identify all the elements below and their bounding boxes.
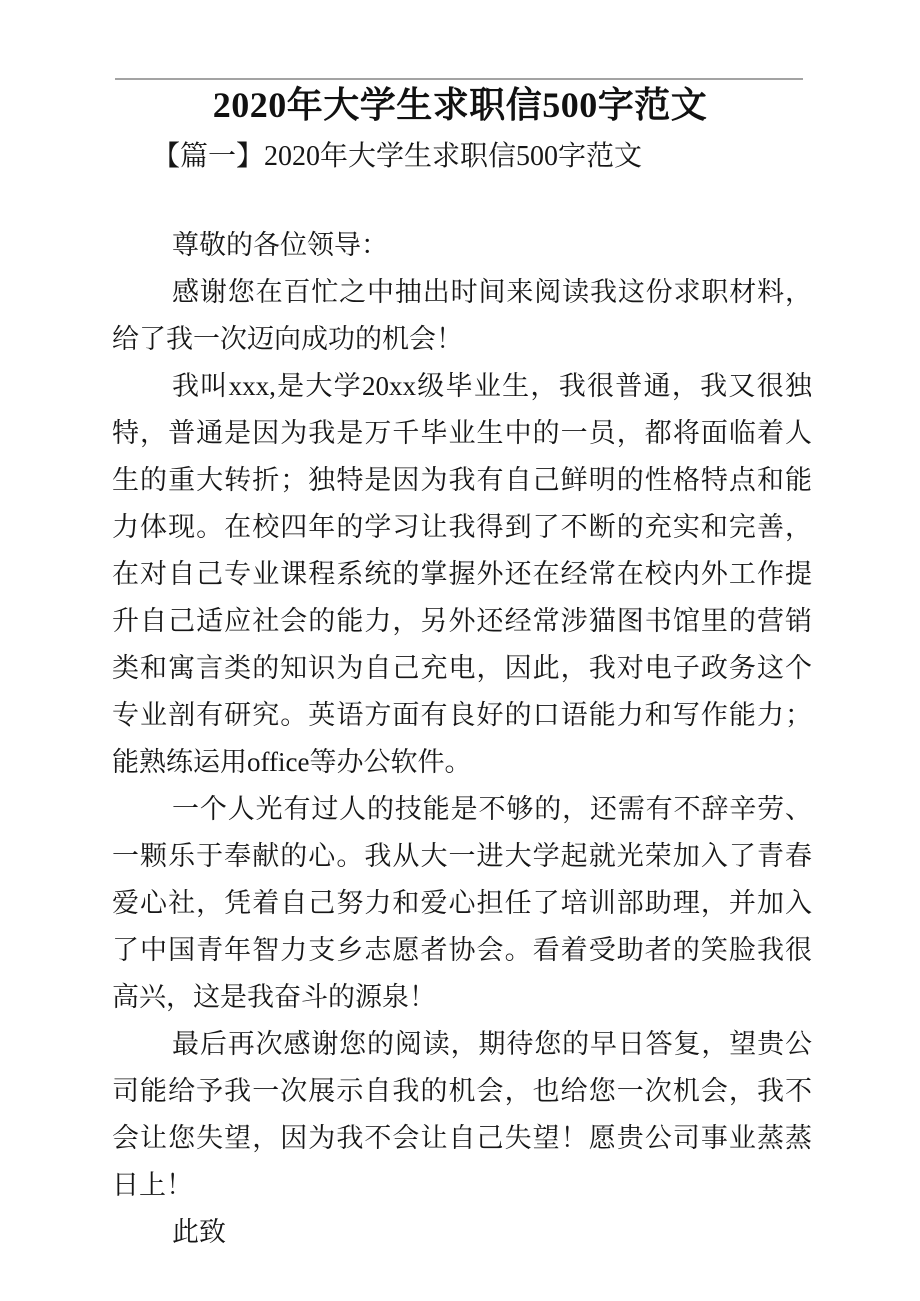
letter-paragraph: 一个人光有过人的技能是不够的，还需有不辞辛劳、一颗乐于奉献的心。我从大一进大学起就光荣加入了青春爱心社，凭着自己努力和爱心担任了培训部助理，并加入了中国青年智力支乡志愿者协会。看着受助者的笑脸我很高兴，这是我奋斗的源泉！ <box>112 794 812 1012</box>
letter-body <box>112 222 812 1256</box>
letter-paragraph: 最后再次感谢您的阅读，期待您的早日答复，望贵公司能给予我一次展示自我的机会，也给您一次机会，我不会让您失望，因为我不会让自己失望！愿贵公司事业蒸蒸日上！ <box>112 1029 812 1200</box>
letter-paragraph: 此致 <box>172 1217 226 1247</box>
letter-paragraph: 尊敬的各位领导： <box>172 230 388 260</box>
document-title: 2020年大学生求职信500字范文 <box>212 85 708 125</box>
letter-paragraph: 我叫xxx,是大学20xx级毕业生，我很普通，我又很独特，普通是因为我是万千毕业生中的一员，都将面临着人生的重大转折；独特是因为我有自己鲜明的性格特点和能力体现。在校四年的学习让我得到了不断的充实和完善，在对自己专业课程系统的掌握外还在经常在校内外工作提升自己适应社会的能力，另外还经常涉猫图书馆里的营销类和寓言类的知识为自己充电，因此，我对电子政务这个专业剖有研究。英语方面有良好的口语能力和写作能力；能熟练运用office等办公软件。 <box>112 371 812 777</box>
letter-paragraph: 感谢您在百忙之中抽出时间来阅读我这份求职材料，给了我一次迈向成功的机会！ <box>112 277 812 354</box>
section-heading: 【篇一】2020年大学生求职信500字范文 <box>152 141 643 172</box>
